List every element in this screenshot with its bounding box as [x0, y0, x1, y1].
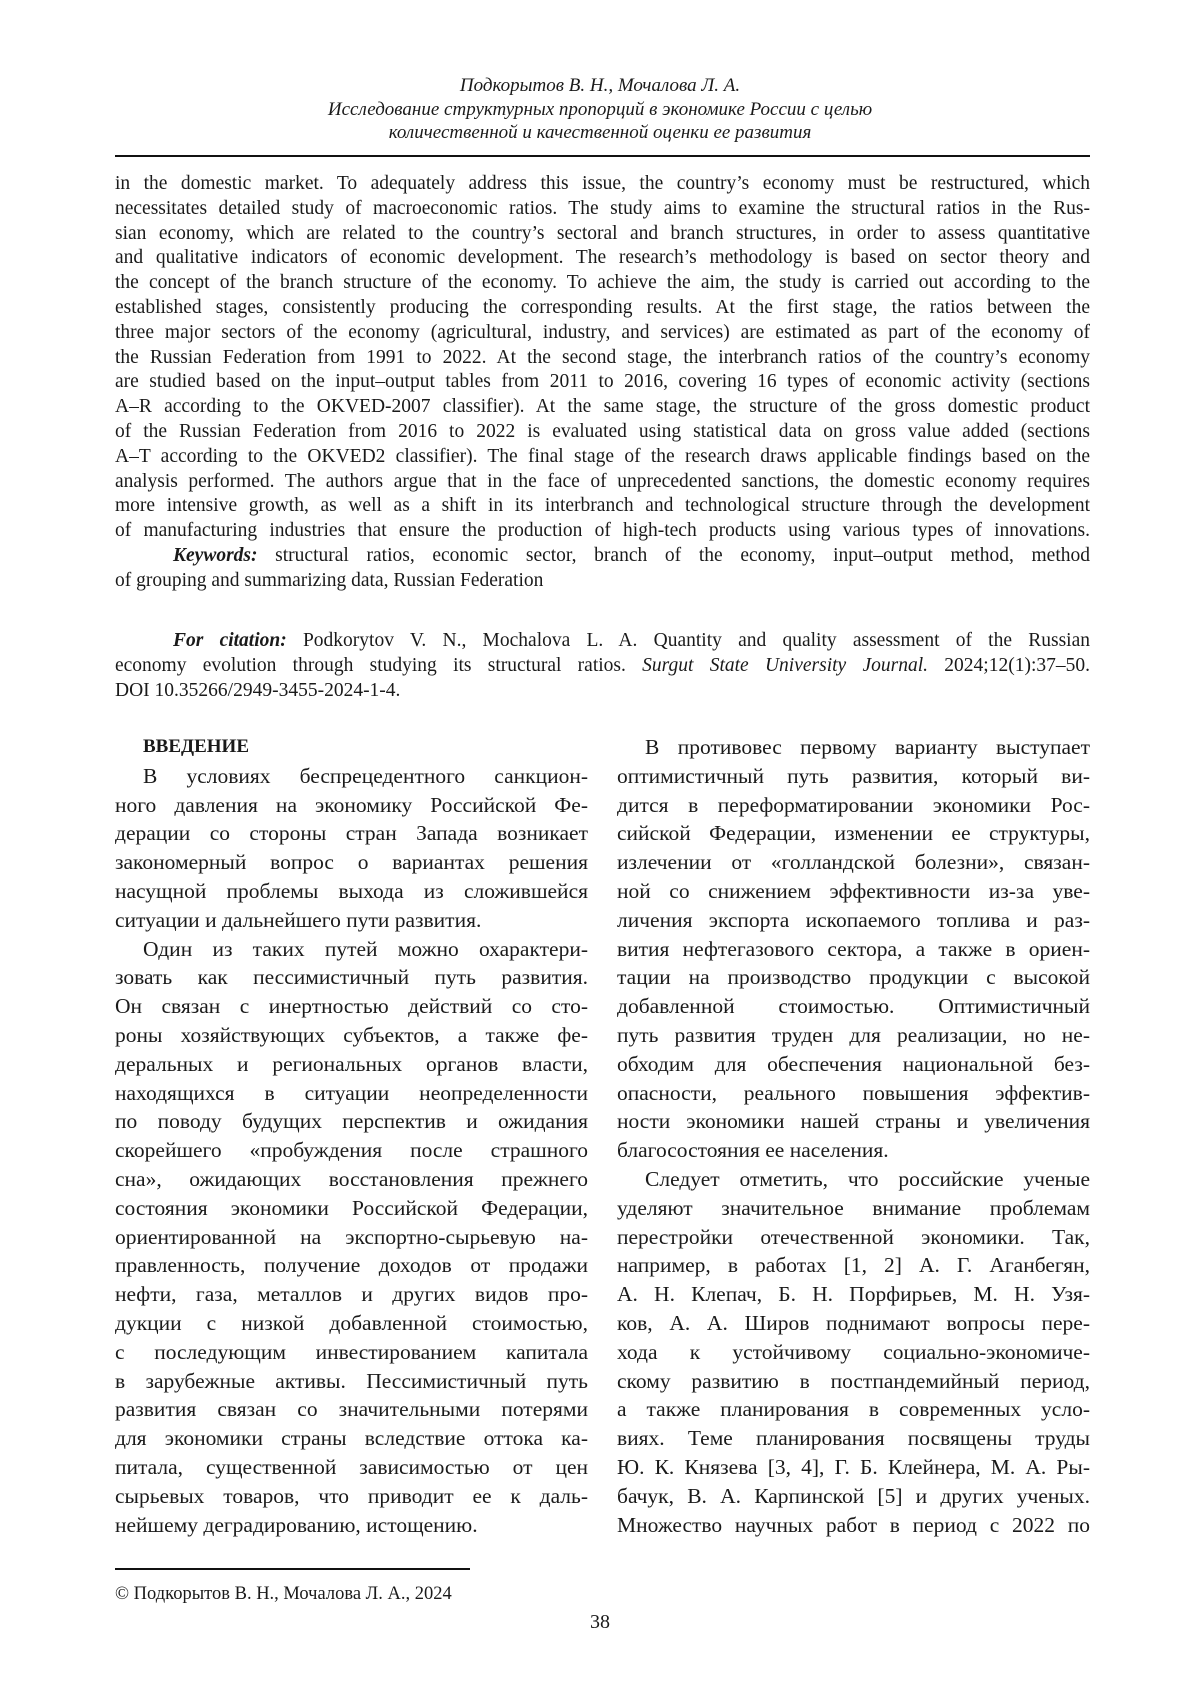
abstract-line: sian economy, which are related to the country’s sectoral and branch structures, in order to assess quantitative	[115, 222, 1090, 247]
paragraph-line: например, в работах [1, 2] А. Г. Аганбегян,	[617, 1251, 1090, 1280]
citation-text: Podkorytov V. N., Mochalova L. A. Quantity and quality assessment of the Russian	[287, 630, 1090, 651]
paragraph-line: ности экономики нашей страны и увеличения	[617, 1107, 1090, 1136]
paragraph-line: опасности, реального повышения эффектив-	[617, 1079, 1090, 1108]
paragraph-line: сна», ожидающих восстановления прежнего	[115, 1165, 588, 1194]
paragraph-line: состояния экономики Российской Федерации,	[115, 1194, 588, 1223]
right-column-body	[617, 733, 1090, 1539]
abstract-line: A–R according to the OKVED-2007 classifier). At the same stage, the structure of the gross domestic product	[115, 395, 1090, 420]
paragraph-line: зовать как пессимистичный путь развития.	[115, 963, 588, 992]
right-column	[617, 733, 1090, 1539]
paragraph-line: ного давления на экономику Российской Фе-	[115, 791, 588, 820]
paragraph-line: вития нефтегазового сектора, а также в ориен-	[617, 935, 1090, 964]
paragraph-line: излечении от «голландской болезни», связан-	[617, 848, 1090, 877]
left-column	[115, 733, 588, 1539]
paragraph-line: закономерный вопрос о вариантах решения	[115, 848, 588, 877]
paragraph-line: правленность, получение доходов от продажи	[115, 1251, 588, 1280]
footnote-rule	[115, 1568, 470, 1570]
abstract-line: three major sectors of the economy (agricultural, industry, and services) are estimated as part of the economy of	[115, 321, 1090, 346]
paragraph-line: путь развития труден для реализации, но не-	[617, 1021, 1090, 1050]
paragraph-line: обходим для обеспечения национальной без-	[617, 1050, 1090, 1079]
paragraph-line: перестройки отечественной экономики. Так,	[617, 1223, 1090, 1252]
abstract-line: A–T according to the OKVED2 classifier). The final stage of the research draws applicable findings based on the	[115, 445, 1090, 470]
paragraph-line: В противовес первому варианту выступает	[617, 733, 1090, 762]
paragraph-line: находящихся в ситуации неопределенности	[115, 1079, 588, 1108]
paragraph-line: дится в переформатировании экономики Рос-	[617, 791, 1090, 820]
paragraph-line: ориентированной на экспортно-сырьевую на-	[115, 1223, 588, 1252]
citation-text: economy evolution through studying its structural ratios.	[115, 655, 642, 676]
abstract-line: more intensive growth, as well as a shift in its interbranch and technological structure through the development	[115, 494, 1090, 519]
running-header	[0, 74, 1200, 145]
paragraph-line: а также планирования в современных усло-	[617, 1395, 1090, 1424]
paragraph-line: бачук, В. А. Карпинской [5] и других ученых.	[617, 1482, 1090, 1511]
paragraph-line: Один из таких путей можно охарактери-	[115, 935, 588, 964]
keywords-line: of grouping and summarizing data, Russian Federation	[115, 569, 1090, 594]
abstract-line: established stages, consistently producing the corresponding results. At the first stage, the ratios between the	[115, 296, 1090, 321]
paragraph-line: для экономики страны вследствие оттока ка-	[115, 1424, 588, 1453]
abstract-line: the concept of the branch structure of the economy. To achieve the aim, the study is carried out according to the	[115, 271, 1090, 296]
citation-line	[115, 654, 1090, 679]
paragraph-line: личения экспорта ископаемого топлива и раз-	[617, 906, 1090, 935]
paragraph-line: ков, А. А. Широв поднимают вопросы пере-	[617, 1309, 1090, 1338]
paragraph-line: уделяют значительное внимание проблемам	[617, 1194, 1090, 1223]
paragraph-line: в зарубежные активы. Пессимистичный путь	[115, 1367, 588, 1396]
paragraph-line: В условиях беспрецедентного санкцион-	[115, 762, 588, 791]
paragraph-line: по поводу будущих перспектив и ожидания	[115, 1107, 588, 1136]
paragraph-line: дерации со стороны стран Запада возникает	[115, 819, 588, 848]
paragraph-line: Ю. К. Князева [3, 4], Г. Б. Клейнера, М. А. Ры-	[617, 1453, 1090, 1482]
paragraph-line: А. Н. Клепач, Б. Н. Порфирьев, М. Н. Узя-	[617, 1280, 1090, 1309]
header-authors: Подкорытов В. Н., Мочалова Л. А.	[0, 74, 1200, 98]
abstract-line: necessitates detailed study of macroeconomic ratios. The study aims to examine the structural ratios in the Rus-	[115, 197, 1090, 222]
paragraph-line: насущной проблемы выхода из сложившейся	[115, 877, 588, 906]
journal-name: Surgut State University Journal.	[642, 655, 928, 676]
abstract-line: the Russian Federation from 1991 to 2022. At the second stage, the interbranch ratios of the country’s economy	[115, 346, 1090, 371]
paragraph-line: скому развитию в постпандемийный период,	[617, 1367, 1090, 1396]
section-heading: ВВЕДЕНИЕ	[115, 733, 588, 762]
paragraph-line: сырьевых товаров, что приводит ее к даль-	[115, 1482, 588, 1511]
paragraph-line: питала, существенной зависимостью от цен	[115, 1453, 588, 1482]
paragraph-line: ситуации и дальнейшего пути развития.	[115, 906, 588, 935]
abstract-lines	[115, 172, 1090, 544]
paragraph-line: Он связан с инертностью действий со сто-	[115, 992, 588, 1021]
paragraph-line: скорейшего «пробуждения после страшного	[115, 1136, 588, 1165]
keywords-label: Keywords:	[173, 545, 258, 566]
citation-line	[115, 629, 1090, 654]
paragraph-line: благосостояния ее населения.	[617, 1136, 1090, 1165]
paragraph-line: Следует отметить, что российские ученые	[617, 1165, 1090, 1194]
header-title-line: количественной и качественной оценки ее развития	[0, 121, 1200, 145]
paragraph-line: нефти, газа, металлов и других видов про-	[115, 1280, 588, 1309]
abstract-line: of manufacturing industries that ensure the production of high-tech products using various types of innovations.	[115, 519, 1090, 544]
citation	[115, 629, 1090, 703]
paragraph-line: с последующим инвестированием капитала	[115, 1338, 588, 1367]
left-column-body	[115, 762, 588, 1540]
paragraph-line: хода к устойчивому социально-экономиче-	[617, 1338, 1090, 1367]
citation-text: 2024;12(1):37–50.	[928, 655, 1090, 676]
abstract-line: are studied based on the input–output tables from 2011 to 2016, covering 16 types of economic activity (sections	[115, 370, 1090, 395]
paragraph-line: оптимистичный путь развития, который ви-	[617, 762, 1090, 791]
keywords-line	[115, 544, 1090, 569]
page-number: 38	[0, 1610, 1200, 1634]
abstract-line: of the Russian Federation from 2016 to 2022 is evaluated using statistical data on gross value added (sections	[115, 420, 1090, 445]
citation-label: For citation:	[173, 630, 287, 651]
keywords-text: structural ratios, economic sector, branch of the economy, input–output method, method	[258, 545, 1091, 566]
paragraph-line: роны хозяйствующих субъектов, а также фе-	[115, 1021, 588, 1050]
paragraph-line: развития связан со значительными потерями	[115, 1395, 588, 1424]
paragraph-line: деральных и региональных органов власти,	[115, 1050, 588, 1079]
abstract	[115, 172, 1090, 594]
doi-line: DOI 10.35266/2949-3455-2024-1-4.	[115, 679, 1090, 704]
paragraph-line: нейшему деградированию, истощению.	[115, 1511, 588, 1540]
abstract-line: in the domestic market. To adequately address this issue, the country’s economy must be restructured, which	[115, 172, 1090, 197]
paragraph-line: дукции с низкой добавленной стоимостью,	[115, 1309, 588, 1338]
paragraph-line: ной со снижением эффективности из-за уве-	[617, 877, 1090, 906]
paragraph-line: виях. Теме планирования посвящены труды	[617, 1424, 1090, 1453]
header-rule	[115, 155, 1090, 157]
header-title-line: Исследование структурных пропорций в экономике России с целью	[0, 98, 1200, 122]
paragraph-line: Множество научных работ в период с 2022 по	[617, 1511, 1090, 1540]
abstract-line: and qualitative indicators of economic development. The research’s methodology is based on sector theory and	[115, 246, 1090, 271]
paragraph-line: сийской Федерации, изменении ее структуры,	[617, 819, 1090, 848]
paragraph-line: тации на производство продукции с высокой	[617, 963, 1090, 992]
footnote-copyright: © Подкорытов В. Н., Мочалова Л. А., 2024	[115, 1583, 452, 1605]
paragraph-line: добавленной стоимостью. Оптимистичный	[617, 992, 1090, 1021]
abstract-line: analysis performed. The authors argue that in the face of unprecedented sanctions, the domestic economy requires	[115, 470, 1090, 495]
